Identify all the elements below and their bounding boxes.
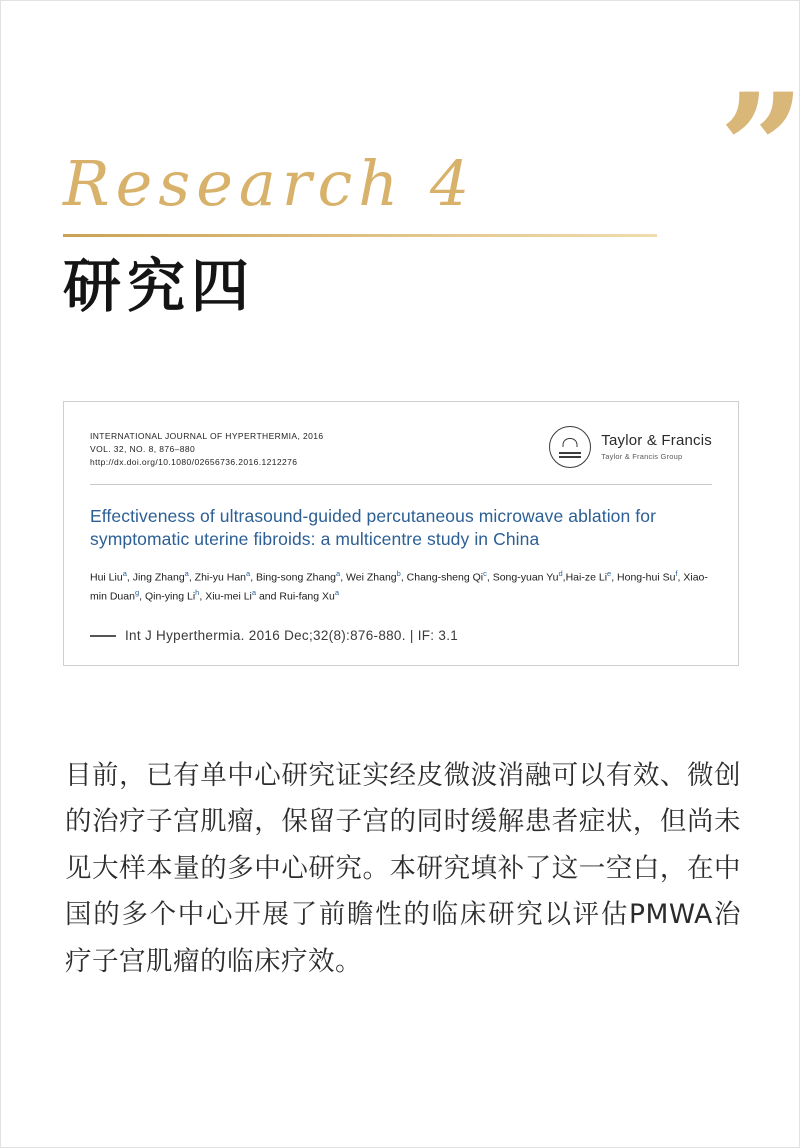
author-affiliation-marker: b — [396, 568, 401, 578]
journal-metadata — [90, 430, 324, 470]
author-affiliation-marker: a — [251, 588, 257, 598]
author-name: Hui Liu — [90, 571, 123, 584]
author-affiliation-marker: a — [246, 568, 251, 578]
header-block — [63, 147, 739, 321]
author-name: Zhi-yu Han — [194, 571, 247, 584]
page-title-chinese: 研究四 — [63, 252, 256, 321]
author-name: Xiu-mei Li — [205, 590, 252, 603]
author-name: Bing-song Zhang — [256, 571, 337, 584]
author-list: Hui Liu$^a$, Jing Zhang$^a$, Zhi-yu Han$^a$, Bing-song Zhang$^a$, Wei Zhang$^b$, Chang-sheng Qi$^c$, Song-yuan Yu$^d$,Hai-ze Li$^e$, Hong-hui Su$^f$, Xiao-min Duan$^g$, Qin-ying Li$^h$, Xiu-mei Li$^a$ and Rui-fang Xu$^a$ — [90, 568, 708, 603]
author-affiliation-marker: h — [195, 588, 200, 598]
dash-icon — [90, 635, 116, 636]
author-affiliation-marker: d — [558, 568, 563, 578]
taylor-francis-lion-logo-icon — [549, 426, 591, 468]
author-affiliation-marker: f — [675, 568, 678, 578]
journal-doi-link[interactable]: http://dx.doi.org/10.1080/02656736.2016.1212276 — [90, 457, 298, 468]
author-name: Chang-sheng Qi — [406, 571, 484, 584]
author-name: Hong-hui Su — [617, 571, 676, 584]
card-divider — [90, 484, 712, 485]
publisher-group: Taylor & Francis Group — [601, 452, 683, 462]
publisher-logo — [549, 426, 712, 468]
author-name: Song-yuan Yu — [492, 571, 559, 584]
journal-name-year: INTERNATIONAL JOURNAL OF HYPERTHERMIA, 2016 — [90, 431, 324, 441]
author-name: Hai-ze Li — [565, 571, 608, 584]
gold-divider — [63, 234, 657, 237]
publisher-name: Taylor & Francis — [601, 431, 712, 449]
publisher-text — [601, 433, 712, 462]
journal-article-card — [63, 401, 739, 666]
author-affiliation-marker: c — [483, 568, 487, 578]
quote-mark-icon: ” — [718, 61, 799, 237]
author-name: Xiao-min Duan — [90, 571, 708, 603]
author-name: Qin-ying Li — [144, 590, 196, 603]
journal-volume-pages: VOL. 32, NO. 8, 876–880 — [90, 444, 196, 455]
author-affiliation-marker: a — [122, 568, 127, 578]
author-affiliation-marker: g — [134, 588, 140, 598]
author-affiliation-marker: a — [334, 588, 340, 598]
author-affiliation-marker: a — [336, 568, 341, 578]
summary-paragraph: 目前，已有单中心研究证实经皮微波消融可以有效、微创的治疗子宫肌瘤，保留子宫的同时缓解患者症状，但尚未见大样本量的多中心研究。本研究填补了这一空白，在中国的多个中心开展了前瞻性的临床研究以评估PMWA治疗子宫肌瘤的临床疗效。 — [65, 760, 741, 977]
paper-title[interactable]: Effectiveness of ultrasound-guided percutaneous microwave ablation for symptomatic uterine fibroids: a multicentre study in China — [90, 505, 657, 550]
author-name: Jing Zhang — [132, 571, 185, 584]
citation-line — [90, 628, 712, 643]
card-header — [90, 430, 712, 470]
citation-text: Int J Hyperthermia. 2016 Dec;32(8):876-880. | IF: 3.1 — [125, 628, 459, 644]
author-affiliation-marker: e — [607, 568, 612, 578]
author-name: Rui-fang Xu — [279, 590, 335, 603]
page-title-script: Research 4 — [63, 147, 476, 220]
author-affiliation-marker: a — [184, 568, 189, 578]
author-name: Wei Zhang — [346, 571, 397, 584]
